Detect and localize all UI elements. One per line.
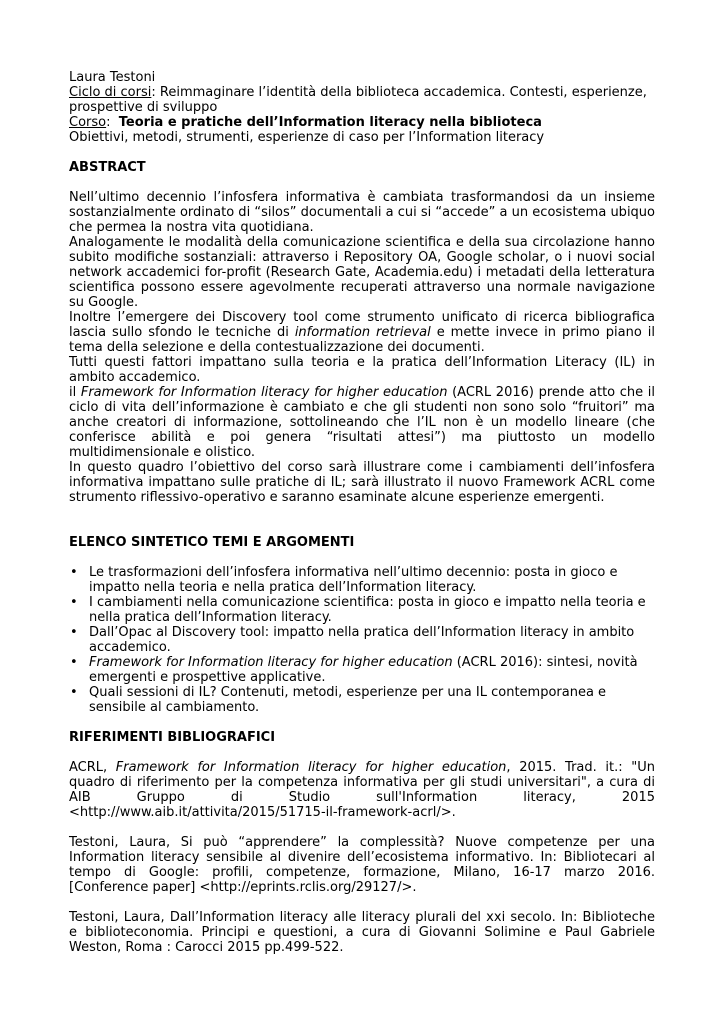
abstract-paragraph-1: Nell’ultimo decennio l’infosfera informativa è cambiata trasformandosi da un insieme sostanzialmente ordinato di “silos” documentali a cui si “accede” a un ecosistema ubiquo che permea la nostra vita quotidiana. (69, 190, 655, 235)
abstract-paragraph-3 (69, 310, 655, 355)
abstract-p3-text-a: Inoltre l’emergere dei Discovery tool come strumento unificato di ricerca bibliografica lascia sullo sfondo le tecniche di (69, 310, 655, 340)
topics-heading: ELENCO SINTETICO TEMI E ARGOMENTI (69, 535, 355, 550)
abstract-p5-text-b: (ACRL 2016) prende atto che il ciclo di vita dell’informazione è cambiato e che gli studenti non sono solo “fruitori” ma anche creatori di informazione, sottolineando che l’IL non è un modello lineare (che conferisce abilità e poi genera “risultati attesi”) ma piuttosto un modello multidimensionale e olistico. (69, 385, 656, 460)
topic-text: Quali sessioni di IL? Contenuti, metodi, esperienze per una IL contemporanea e sensibile al cambiamento. (89, 685, 607, 715)
topics-list (69, 565, 655, 715)
abstract-p3-italic: information retrieval (294, 325, 431, 340)
bullet-icon: • (70, 565, 78, 580)
topic-italic: Framework for Information literacy for higher education (89, 655, 453, 670)
bullet-icon: • (70, 625, 78, 640)
abstract-p3-text-b: e mette invece in primo piano il tema della selezione e della contestualizzazione dei documenti. (69, 325, 655, 355)
course-cycle-label: Ciclo di corsi (69, 85, 152, 100)
abstract-paragraph-5 (69, 385, 655, 460)
course-cycle (69, 85, 655, 115)
list-item (69, 595, 655, 625)
reference-1 (69, 760, 655, 820)
course-subtitle: Obiettivi, metodi, strumenti, esperienze di caso per l’Information literacy (69, 130, 545, 145)
bullet-icon: • (70, 595, 78, 610)
reference-1-italic: Framework for Information literacy for higher education (115, 760, 507, 775)
topic-text: I cambiamenti nella comunicazione scientifica: posta in gioco e impatto nella teoria e nella pratica dell’Information literacy. (89, 595, 646, 625)
reference-1-text-b: , 2015. Trad. it.: "Un quadro di riferimento per la competenza informativa per gli studi universitari", a cura di AIB Gruppo di Studio sull'Information literacy, 2015 <http://www.aib.it/attivita/2015/51715-il-framework-acrl/>. (69, 760, 655, 820)
reference-1-text-a: ACRL, (69, 760, 116, 775)
course-separator: : (106, 115, 119, 130)
list-item (69, 655, 655, 685)
course-title: Teoria e pratiche dell’Information literacy nella biblioteca (118, 115, 542, 130)
bullet-icon: • (70, 685, 78, 700)
topic-text: Le trasformazioni dell’infosfera informativa nell’ultimo decennio: posta in gioco e impatto nella teoria e nella pratica dell’Information literacy. (89, 565, 618, 595)
reference-3: Testoni, Laura, Dall’Information literacy alle literacy plurali del xxi secolo. In: Biblioteche e biblioteconomia. Principi e questioni, a cura di Giovanni Solimine e Paul Gabriele Weston, Roma : Carocci 2015 pp.499-522. (69, 910, 655, 955)
abstract-p5-text-a: il (69, 385, 81, 400)
list-item (69, 625, 655, 655)
abstract-p5-italic: Framework for Information literacy for higher education (80, 385, 448, 400)
topic-text: (ACRL 2016): sintesi, novità emergenti e prospettive applicative. (89, 655, 638, 685)
course-cycle-value: : Reimmaginare l’identità della biblioteca accademica. Contesti, esperienze, prospettive di sviluppo (69, 85, 647, 115)
abstract-paragraph-2: Analogamente le modalità della comunicazione scientifica e della sua circolazione hanno subito modifiche sostanziali: attraverso i Repository OA, Google scholar, o i nuovi social network accademici for-profit (Research Gate, Academia.edu) i metadati della letteratura scientifica possono essere agevolmente recuperati attraverso una normale navigazione su Google. (69, 235, 655, 310)
author-name: Laura Testoni (69, 70, 156, 85)
course-label: Corso (69, 115, 107, 130)
abstract-paragraph-6: In questo quadro l’obiettivo del corso sarà illustrare come i cambiamenti dell’infosfera informativa impattano sulle pratiche di IL; sarà illustrato il nuovo Framework ACRL come strumento riflessivo-operativo e saranno esaminate alcune esperienze emergenti. (69, 460, 655, 505)
list-item (69, 685, 655, 715)
bullet-icon: • (70, 655, 78, 670)
abstract-heading: ABSTRACT (69, 160, 146, 175)
references-heading: RIFERIMENTI BIBLIOGRAFICI (69, 730, 276, 745)
topic-text: Dall’Opac al Discovery tool: impatto nella pratica dell’Information literacy in ambito accademico. (89, 625, 635, 655)
abstract-paragraph-4: Tutti questi fattori impattano sulla teoria e la pratica dell’Information Literacy (IL) in ambito accademico. (69, 355, 655, 385)
reference-2: Testoni, Laura, Si può “apprendere” la complessità? Nuove competenze per una Information literacy sensibile al divenire dell’ecosistema informativo. In: Bibliotecari al tempo di Google: profili, competenze, formazione, Milano, 16-17 marzo 2016. [Conference paper] <http://eprints.rclis.org/29127/>. (69, 835, 655, 895)
course-line (69, 115, 655, 130)
list-item (69, 565, 655, 595)
document-page (69, 70, 655, 955)
